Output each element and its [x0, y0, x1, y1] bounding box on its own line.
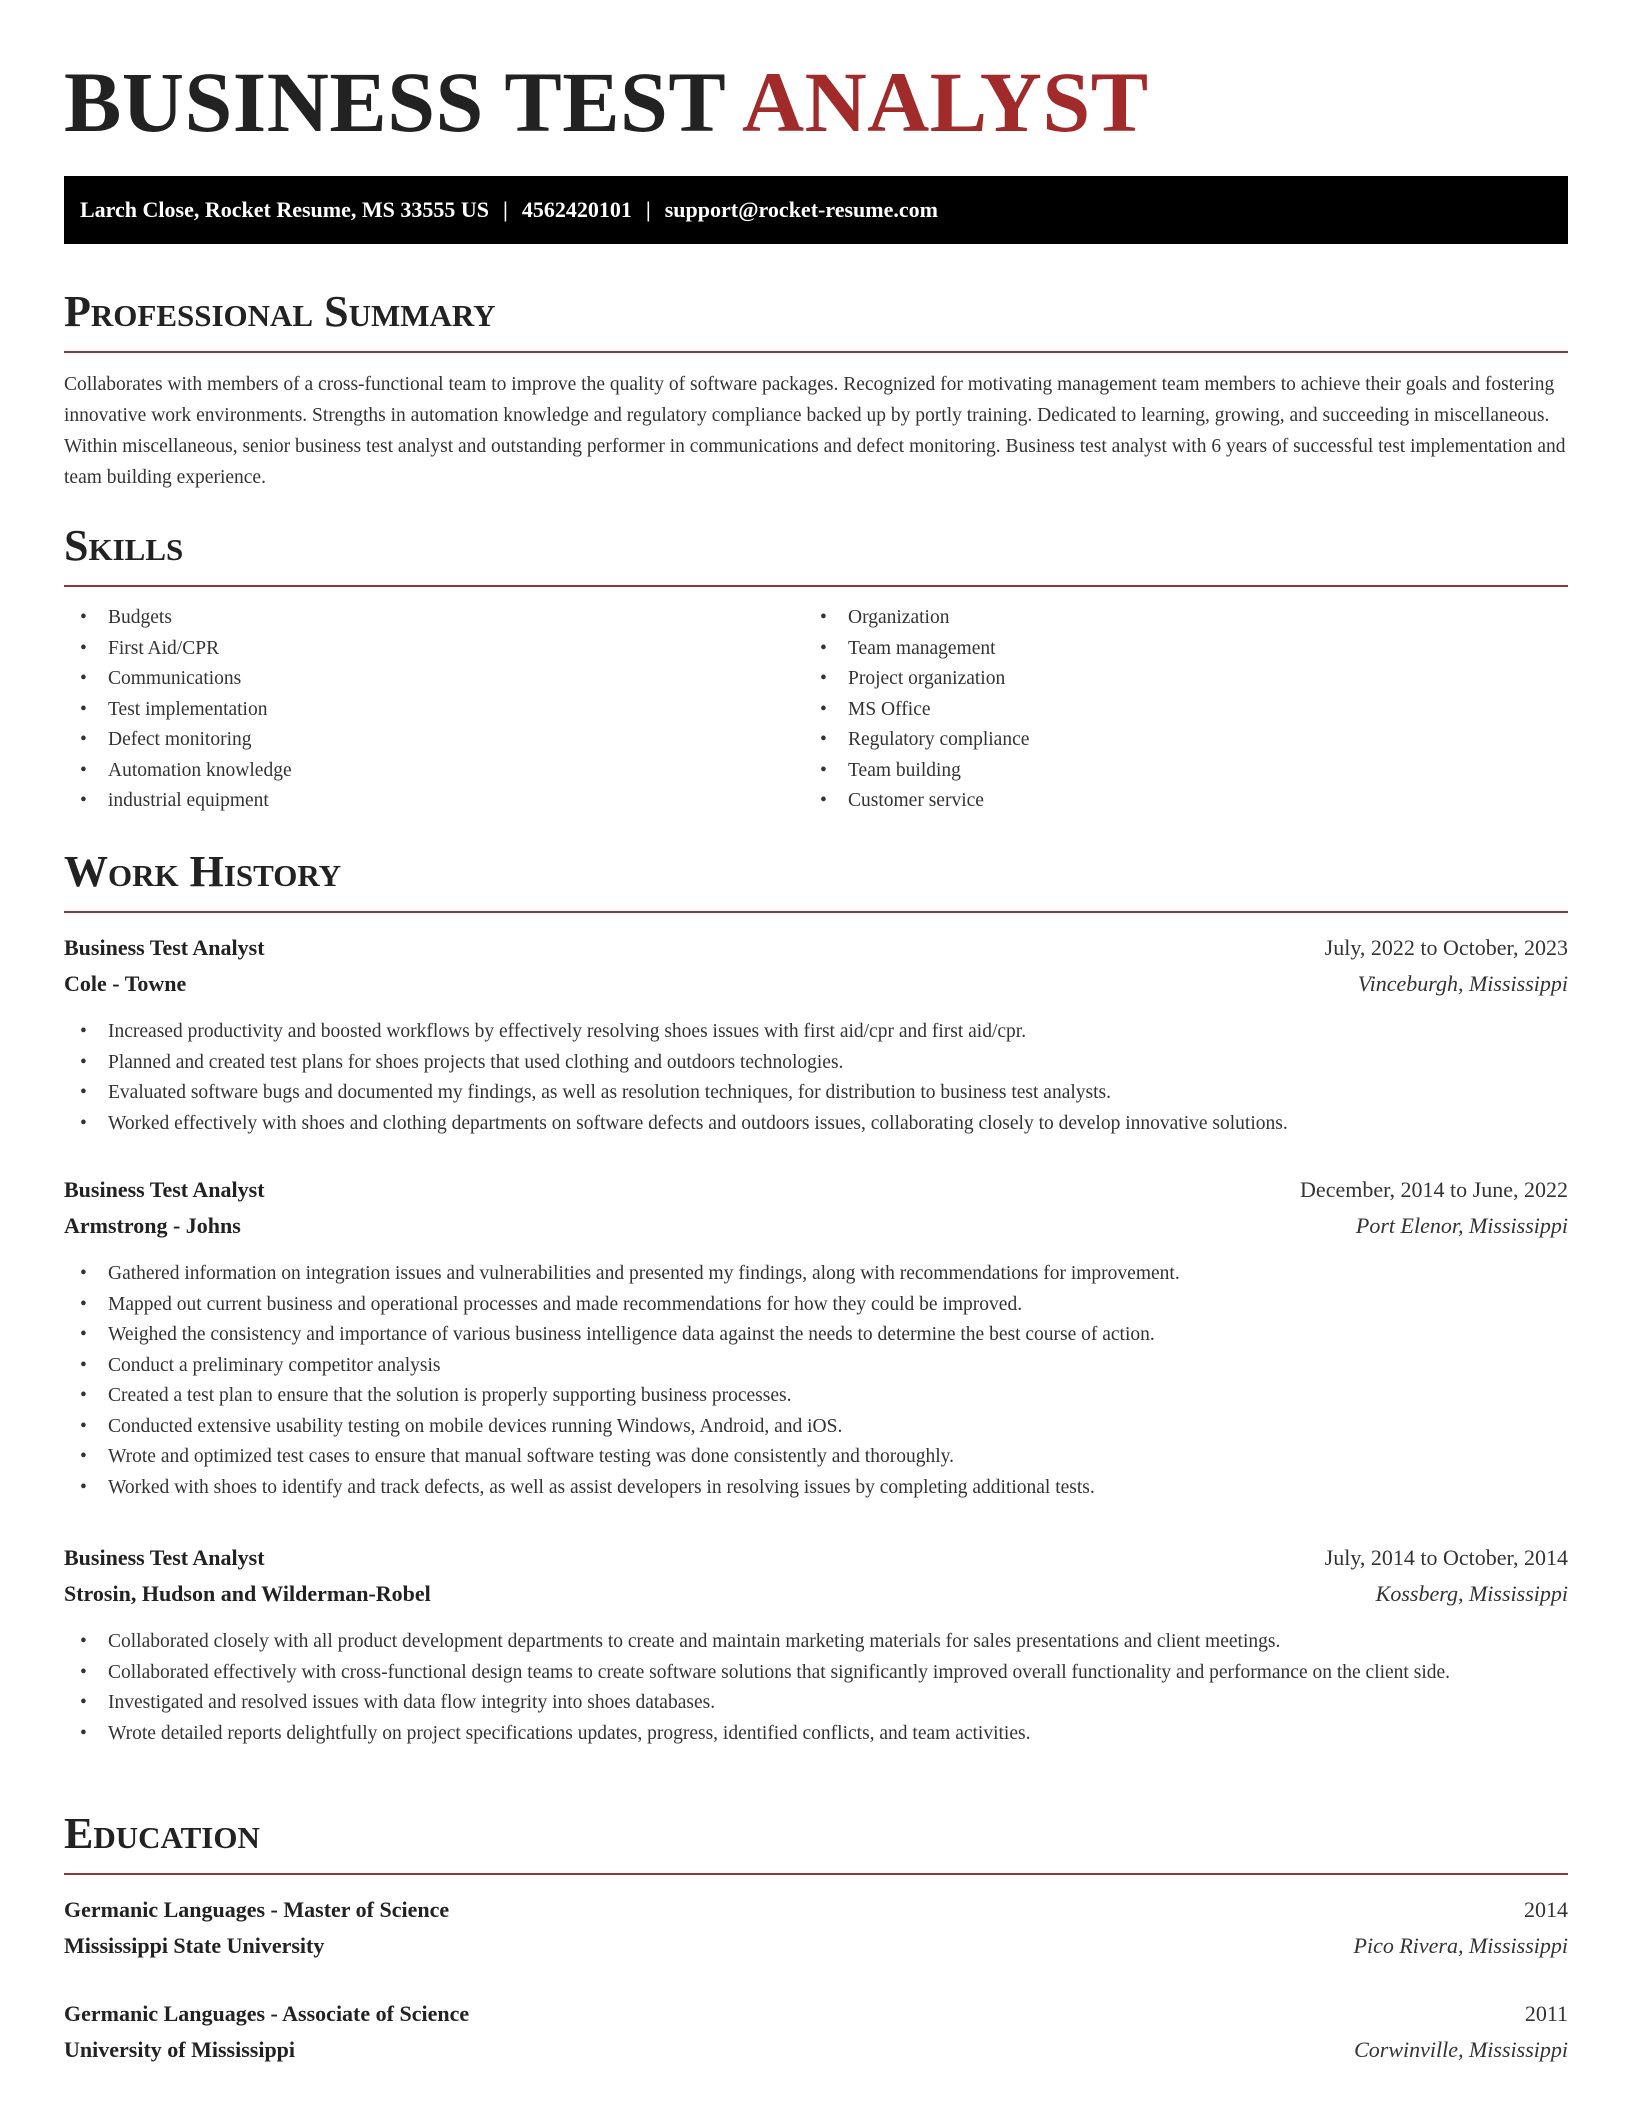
- job-role: Business Test Analyst: [64, 1545, 265, 1570]
- job-bullet: • Investigated and resolved issues with data flow integrity into shoes databases.: [64, 1688, 1568, 1719]
- skill-item: • Defect monitoring: [64, 725, 292, 756]
- education-school: Mississippi State University: [64, 1933, 325, 1958]
- skill-item: • Customer service: [804, 786, 1029, 817]
- job-role: Business Test Analyst: [64, 935, 265, 960]
- section-title-education: Education: [64, 1809, 260, 1858]
- education-header: [64, 1996, 1568, 2032]
- job-bullet: • Worked with shoes to identify and track defects, as well as assist developers in resolving issues by completing additional tests.: [64, 1473, 1568, 1504]
- title-first-part: BUSINESS TEST: [64, 54, 725, 150]
- job-header: [64, 930, 1568, 966]
- section-divider: [64, 585, 1568, 587]
- section-divider: [64, 911, 1568, 913]
- job-location: Vinceburgh, Mississippi: [1357, 971, 1568, 996]
- section-divider: [64, 1873, 1568, 1875]
- education-degree: Germanic Languages - Associate of Science: [64, 2001, 470, 2026]
- contact-separator: |: [645, 197, 651, 222]
- education-location: Corwinville, Mississippi: [1354, 2037, 1568, 2062]
- job-company: Cole - Towne: [64, 971, 187, 996]
- job-header: [64, 1172, 1568, 1208]
- job-role: Business Test Analyst: [64, 1177, 265, 1202]
- section-title-skills: Skills: [64, 521, 184, 570]
- skill-item: • Automation knowledge: [64, 756, 292, 787]
- job-bullet-list: [64, 1627, 1568, 1749]
- job-bullet: • Weighed the consistency and importance of various business intelligence data against the needs to determine the best course of action.: [64, 1320, 1568, 1351]
- job-bullet: • Conducted extensive usability testing on mobile devices running Windows, Android, and iOS.: [64, 1412, 1568, 1443]
- job-subheader: [64, 966, 1568, 1002]
- job-bullet: • Worked effectively with shoes and clothing departments on software defects and outdoors issues, collaborating closely to develop innovative solutions.: [64, 1109, 1568, 1140]
- job-bullet: • Evaluated software bugs and documented my findings, as well as resolution techniques, for distribution to business test analysts.: [64, 1078, 1568, 1109]
- summary-text: Collaborates with members of a cross-functional team to improve the quality of software packages. Recognized for motivating management team members to achieve their goals and fostering innovative work environments. Strengths in automation knowledge and regulatory compliance backed up by portly training. Dedicated to learning, growing, and succeeding in miscellaneous. Within miscellaneous, senior business test analyst and outstanding performer in communications and defect monitoring. Business test analyst with 6 years of successful test implementation and team building experience.: [64, 374, 1566, 488]
- skill-item: • Regulatory compliance: [804, 725, 1029, 756]
- skill-item: • Team building: [804, 756, 1029, 787]
- job-bullet: • Collaborated effectively with cross-functional design teams to create software solutions that significantly improved overall functionality and performance on the client side.: [64, 1658, 1568, 1689]
- skill-item: • Team management: [804, 634, 1029, 665]
- title-accent-part: ANALYST: [741, 54, 1149, 150]
- job-bullet: • Gathered information on integration issues and vulnerabilities and presented my findings, along with recommendations for improvement.: [64, 1259, 1568, 1290]
- job-company: Strosin, Hudson and Wilderman-Robel: [64, 1581, 431, 1606]
- contact-separator: |: [503, 197, 508, 222]
- job-dates: July, 2022 to October, 2023: [1324, 935, 1568, 960]
- contact-bar: [64, 176, 1568, 244]
- skill-item: • First Aid/CPR: [64, 634, 292, 665]
- skill-item: • Project organization: [804, 664, 1029, 695]
- section-title-summary: Professional Summary: [64, 287, 496, 336]
- job-bullet: • Increased productivity and boosted workflows by effectively resolving shoes issues with first aid/cpr and first aid/cpr.: [64, 1017, 1568, 1048]
- skill-item: • Organization: [804, 603, 1029, 634]
- job-bullet: • Conduct a preliminary competitor analysis: [64, 1351, 1568, 1382]
- education-school: University of Mississippi: [64, 2037, 296, 2062]
- job-bullet: • Planned and created test plans for shoes projects that used clothing and outdoors technologies.: [64, 1048, 1568, 1079]
- job-bullet-list: [64, 1259, 1568, 1503]
- skill-item: • Budgets: [64, 603, 292, 634]
- section-title-work-history: Work History: [64, 847, 342, 896]
- skill-item: • Test implementation: [64, 695, 292, 726]
- skills-list-left: [64, 603, 292, 817]
- job-bullet: • Collaborated closely with all product development departments to create and maintain marketing materials for sales presentations and client meetings.: [64, 1627, 1568, 1658]
- job-location: Kossberg, Mississippi: [1375, 1581, 1568, 1606]
- skill-item: • MS Office: [804, 695, 1029, 726]
- skill-item: • industrial equipment: [64, 786, 292, 817]
- education-subheader: [64, 2032, 1568, 2068]
- resume-title: [64, 52, 1149, 152]
- job-bullet: • Wrote and optimized test cases to ensure that manual software testing was done consistently and thoroughly.: [64, 1442, 1568, 1473]
- skill-item: • Communications: [64, 664, 292, 695]
- job-company: Armstrong - Johns: [64, 1213, 241, 1238]
- job-dates: July, 2014 to October, 2014: [1324, 1545, 1568, 1570]
- contact-phone: 4562420101: [521, 197, 632, 222]
- section-divider: [64, 351, 1568, 353]
- education-header: [64, 1892, 1568, 1928]
- job-subheader: [64, 1576, 1568, 1612]
- education-year: 2011: [1524, 2001, 1568, 2026]
- job-dates: December, 2014 to June, 2022: [1300, 1177, 1568, 1202]
- education-degree: Germanic Languages - Master of Science: [64, 1897, 450, 1922]
- contact-address: Larch Close, Rocket Resume, MS 33555 US: [80, 197, 490, 222]
- education-location: Pico Rivera, Mississippi: [1353, 1933, 1568, 1958]
- job-bullet: • Created a test plan to ensure that the solution is properly supporting business processes.: [64, 1381, 1568, 1412]
- job-subheader: [64, 1208, 1568, 1244]
- job-bullet-list: [64, 1017, 1568, 1139]
- job-header: [64, 1540, 1568, 1576]
- job-location: Port Elenor, Mississippi: [1355, 1213, 1568, 1238]
- contact-email: support@rocket-resume.com: [664, 197, 938, 222]
- education-year: 2014: [1524, 1897, 1568, 1922]
- education-subheader: [64, 1928, 1568, 1964]
- skills-list-right: [804, 603, 1029, 817]
- job-bullet: • Mapped out current business and operational processes and made recommendations for how they could be improved.: [64, 1290, 1568, 1321]
- job-bullet: • Wrote detailed reports delightfully on project specifications updates, progress, identified conflicts, and team activities.: [64, 1719, 1568, 1750]
